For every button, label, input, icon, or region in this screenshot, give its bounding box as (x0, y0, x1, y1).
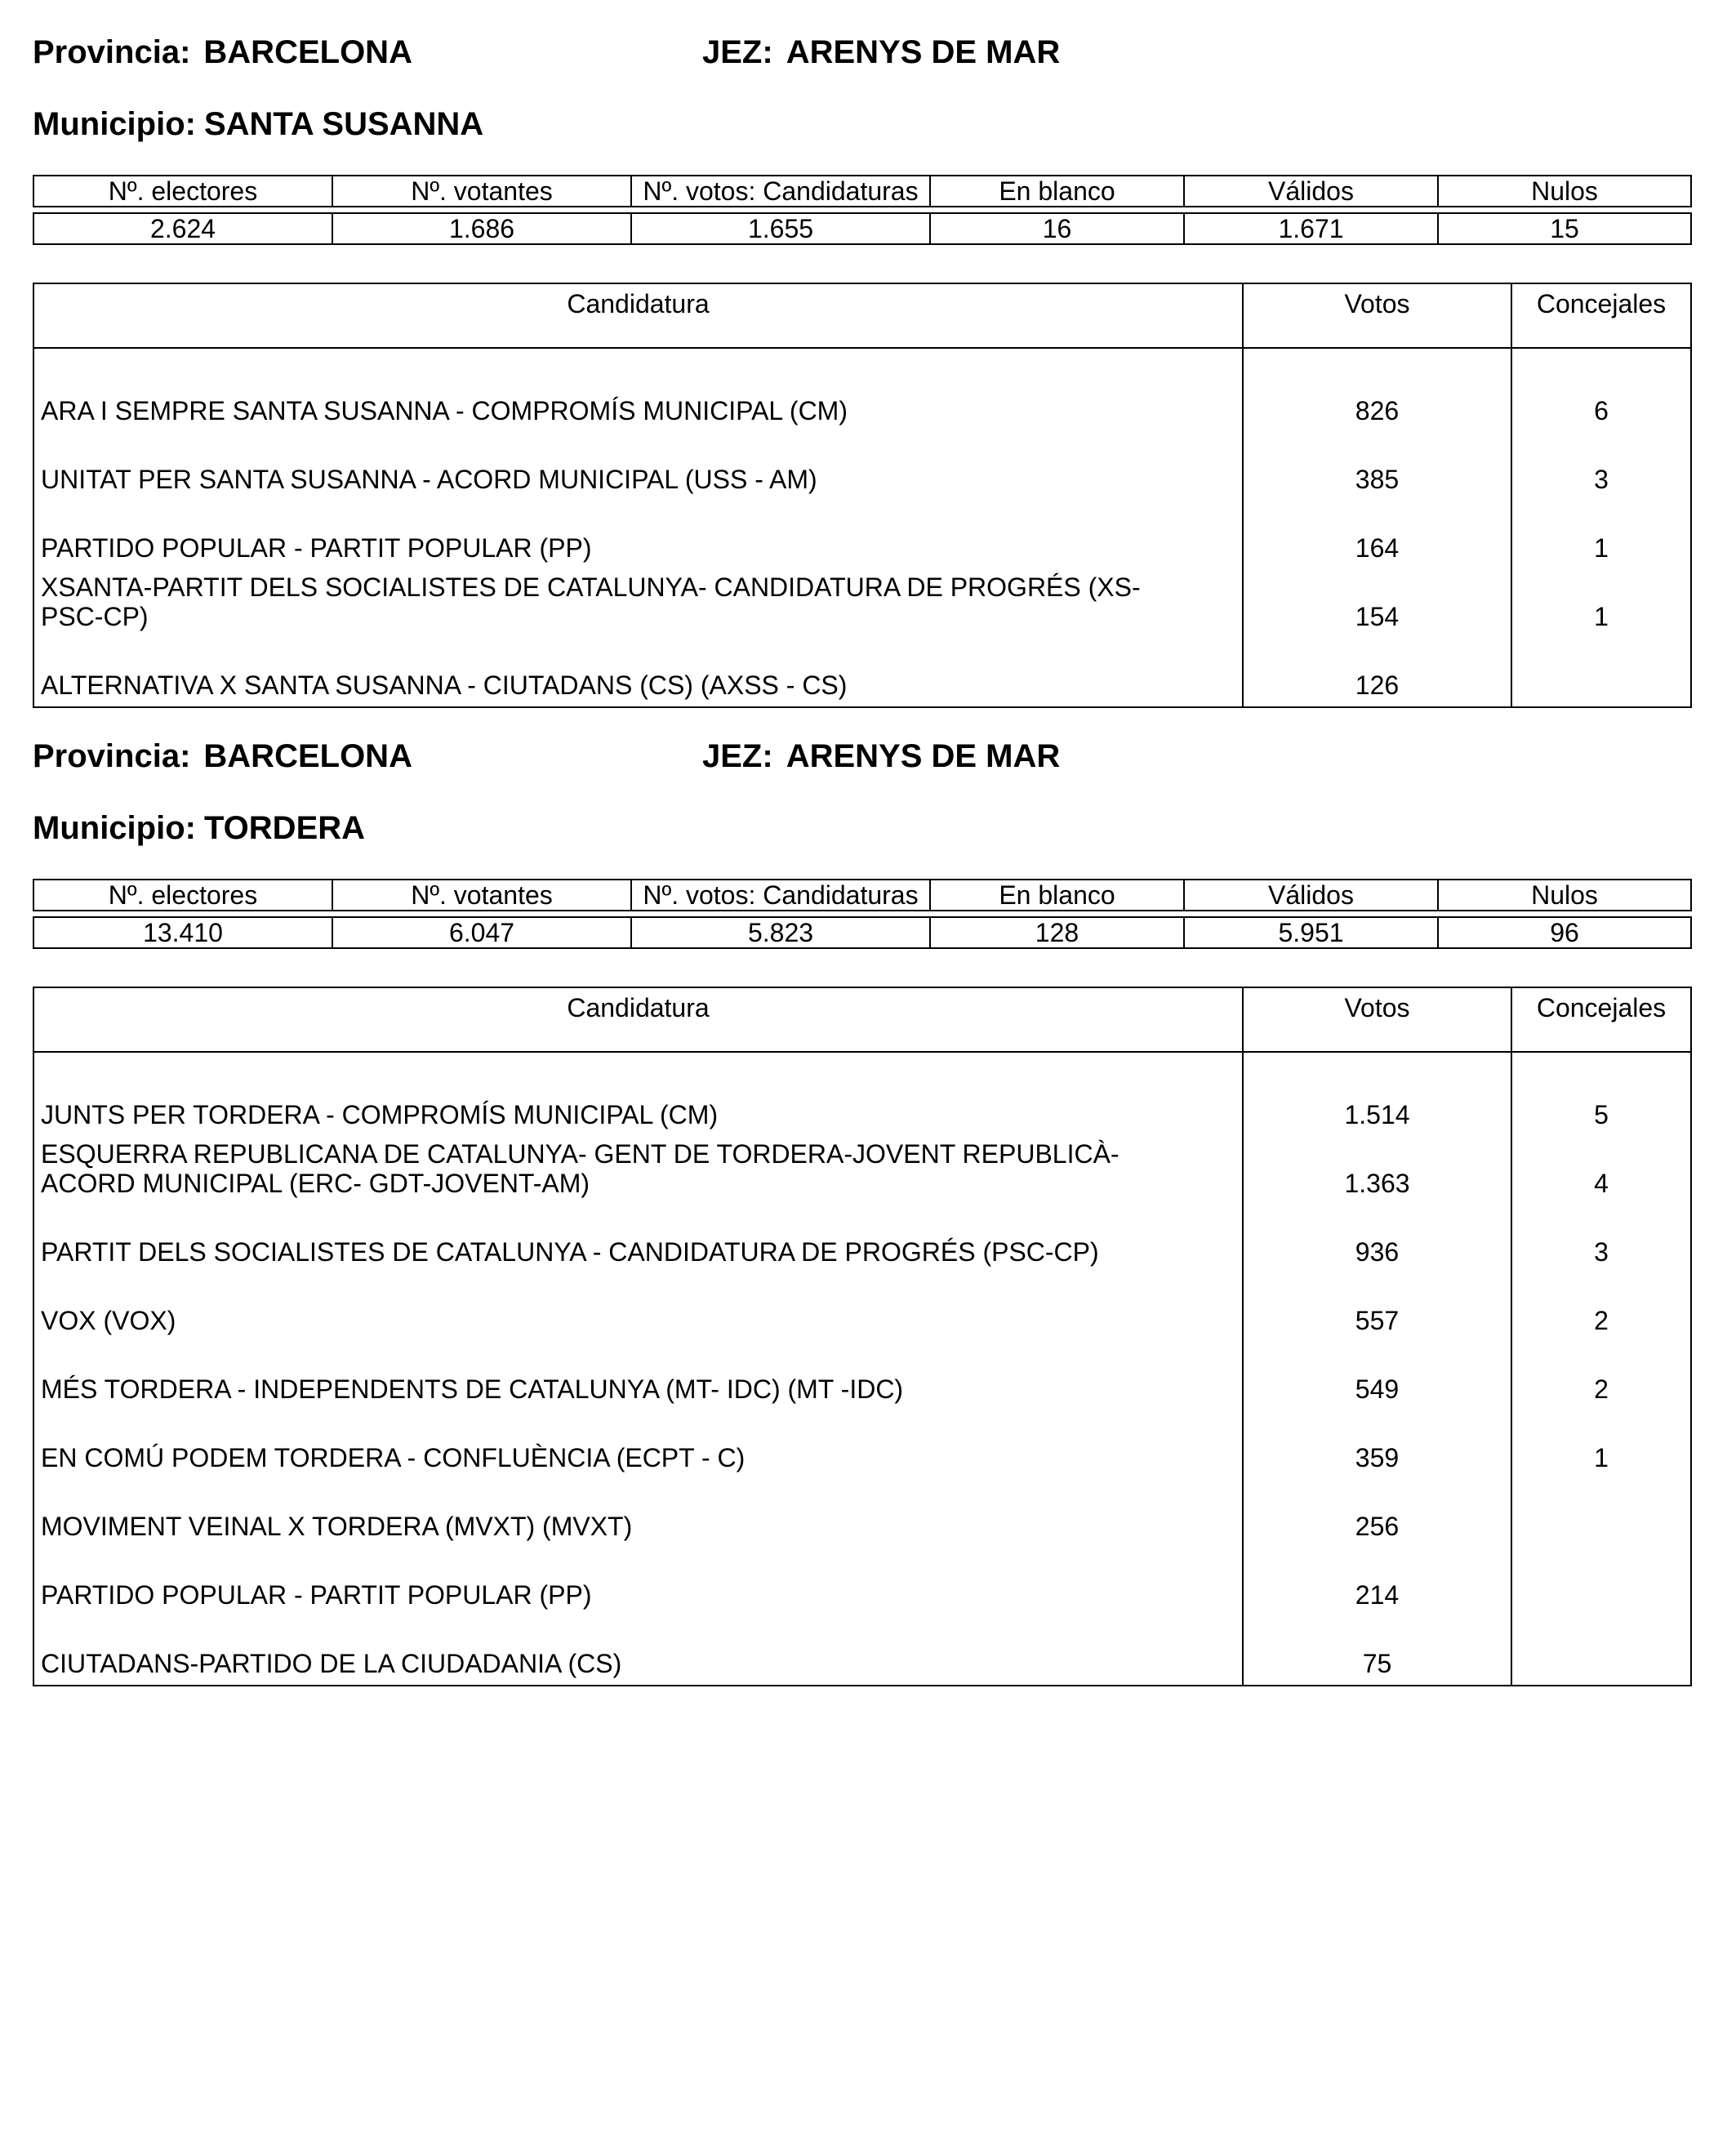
candidatura-name: ARA I SEMPRE SANTA SUSANNA - COMPROMÍS MUNICIPAL (CM) (33, 363, 1243, 432)
candidaturas-table (33, 987, 1692, 1686)
summary-value: 13.410 (33, 917, 332, 948)
provincia-value: BARCELONA (203, 738, 412, 774)
candidatura-votos: 557 (1243, 1273, 1511, 1342)
candidatura-concejales (1511, 1479, 1691, 1548)
col-votos-header: Votos (1243, 987, 1511, 1052)
col-concejales-header: Concejales (1511, 987, 1691, 1052)
candidatura-votos: 359 (1243, 1410, 1511, 1479)
summary-header-row (33, 880, 1691, 911)
candidatura-name: CIUTADANS-PARTIDO DE LA CIUDADANIA (CS) (33, 1616, 1243, 1686)
table-row (33, 1273, 1691, 1342)
candidatura-name: ALTERNATIVA X SANTA SUSANNA - CIUTADANS (CS) (AXSS - CS) (33, 638, 1243, 707)
candidatura-concejales: 2 (1594, 1374, 1609, 1404)
summary-header: Nulos (1438, 176, 1691, 207)
summary-header: Nº. votantes (332, 880, 631, 911)
table-row (33, 1342, 1691, 1410)
candidatura-concejales: 3 (1594, 1237, 1609, 1267)
candidatura-votos: 385 (1243, 432, 1511, 501)
summary-value-row (33, 917, 1691, 948)
candidatura-votos: 214 (1243, 1548, 1511, 1616)
table-row (33, 501, 1691, 569)
candidatura-name: JUNTS PER TORDERA - COMPROMÍS MUNICIPAL (CM) (33, 1067, 1243, 1136)
jez-value: ARENYS DE MAR (786, 738, 1061, 774)
candidatura-concejales: 5 (1594, 1100, 1609, 1129)
candidaturas-header-row (33, 283, 1691, 348)
table-row (33, 1479, 1691, 1548)
candidatura-name: MÉS TORDERA - INDEPENDENTS DE CATALUNYA (MT- IDC) (MT -IDC) (33, 1342, 1243, 1410)
candidaturas-table (33, 283, 1692, 708)
summary-header: Válidos (1184, 176, 1438, 207)
candidatura-votos: 75 (1243, 1616, 1511, 1686)
summary-header: Nº. votos: Candidaturas (631, 880, 930, 911)
provincia-label: Provincia: (33, 34, 191, 70)
candidaturas-header-row (33, 987, 1691, 1052)
candidatura-name: UNITAT PER SANTA SUSANNA - ACORD MUNICIPAL (USS - AM) (33, 432, 1243, 501)
col-concejales-header: Concejales (1511, 283, 1691, 348)
candidatura-name: PARTIDO POPULAR - PARTIT POPULAR (PP) (33, 1548, 1243, 1616)
table-row (33, 1136, 1691, 1205)
candidatura-name: PARTIDO POPULAR - PARTIT POPULAR (PP) (33, 501, 1243, 569)
summary-header: Nº. votantes (332, 176, 631, 207)
candidatura-concejales: 1 (1594, 602, 1609, 631)
summary-value: 1.671 (1184, 213, 1438, 244)
candidatura-votos: 826 (1243, 363, 1511, 432)
summary-value: 96 (1438, 917, 1691, 948)
candidatura-concejales: 1 (1594, 1443, 1609, 1472)
summary-value: 1.686 (332, 213, 631, 244)
table-row (33, 569, 1691, 638)
summary-header: Válidos (1184, 880, 1438, 911)
provincia-value: BARCELONA (203, 34, 412, 70)
summary-header: Nº. votos: Candidaturas (631, 176, 930, 207)
municipio-heading (33, 808, 365, 848)
candidatura-concejales (1511, 638, 1691, 707)
candidatura-votos: 164 (1243, 501, 1511, 569)
jez-label: JEZ: (702, 738, 773, 774)
municipio-label: Municipio: (33, 106, 196, 142)
summary-value: 128 (930, 917, 1184, 948)
candidatura-concejales (1511, 1616, 1691, 1686)
jez-heading (702, 33, 1060, 72)
candidatura-votos: 256 (1243, 1479, 1511, 1548)
summary-header: Nulos (1438, 880, 1691, 911)
summary-header: Nº. electores (33, 176, 332, 207)
table-row (33, 1548, 1691, 1616)
summary-header: Nº. electores (33, 880, 332, 911)
candidatura-name: PARTIT DELS SOCIALISTES DE CATALUNYA - CANDIDATURA DE PROGRÉS (PSC-CP) (33, 1205, 1243, 1273)
summary-value: 16 (930, 213, 1184, 244)
candidatura-votos: 1.514 (1243, 1067, 1511, 1136)
candidatura-votos: 126 (1243, 638, 1511, 707)
summary-value: 1.655 (631, 213, 930, 244)
table-row (33, 1205, 1691, 1273)
table-row (33, 1616, 1691, 1686)
summary-value-row (33, 213, 1691, 244)
candidatura-votos: 936 (1243, 1205, 1511, 1273)
table-row (33, 1410, 1691, 1479)
provincia-heading (33, 33, 412, 72)
col-votos-header: Votos (1243, 283, 1511, 348)
candidatura-votos: 549 (1243, 1342, 1511, 1410)
jez-value: ARENYS DE MAR (786, 34, 1061, 70)
candidatura-name: ESQUERRA REPUBLICANA DE CATALUNYA- GENT DE TORDERA-JOVENT REPUBLICÀ-ACORD MUNICIPAL (ERC- GDT-JOVENT-AM) (33, 1136, 1243, 1205)
candidatura-concejales: 1 (1594, 533, 1609, 563)
candidatura-name: EN COMÚ PODEM TORDERA - CONFLUÈNCIA (ECPT - C) (33, 1410, 1243, 1479)
jez-heading (702, 737, 1060, 776)
summary-table (33, 175, 1692, 245)
candidatura-concejales (1511, 1548, 1691, 1616)
provincia-heading (33, 737, 412, 776)
candidatura-name: XSANTA-PARTIT DELS SOCIALISTES DE CATALUNYA- CANDIDATURA DE PROGRÉS (XS-PSC-CP) (33, 569, 1243, 638)
summary-value: 5.823 (631, 917, 930, 948)
col-candidatura-header: Candidatura (33, 987, 1243, 1052)
municipio-value: SANTA SUSANNA (203, 106, 484, 142)
table-row (33, 432, 1691, 501)
candidatura-votos: 154 (1243, 569, 1511, 638)
table-row (33, 638, 1691, 707)
municipio-label: Municipio: (33, 810, 196, 846)
municipio-heading (33, 105, 483, 144)
provincia-label: Provincia: (33, 738, 191, 774)
summary-header: En blanco (930, 176, 1184, 207)
jez-label: JEZ: (702, 34, 773, 70)
municipio-value: TORDERA (203, 810, 366, 846)
candidatura-name: MOVIMENT VEINAL X TORDERA (MVXT) (MVXT) (33, 1479, 1243, 1548)
summary-table (33, 879, 1692, 949)
table-row (33, 363, 1691, 432)
summary-value: 15 (1438, 213, 1691, 244)
candidatura-concejales: 3 (1594, 465, 1609, 494)
candidatura-concejales: 4 (1594, 1169, 1609, 1198)
summary-value: 2.624 (33, 213, 332, 244)
table-row (33, 1067, 1691, 1136)
candidatura-concejales: 6 (1594, 396, 1609, 425)
col-candidatura-header: Candidatura (33, 283, 1243, 348)
summary-header: En blanco (930, 880, 1184, 911)
summary-header-row (33, 176, 1691, 207)
candidatura-votos: 1.363 (1243, 1136, 1511, 1205)
summary-value: 6.047 (332, 917, 631, 948)
summary-value: 5.951 (1184, 917, 1438, 948)
candidatura-concejales: 2 (1594, 1306, 1609, 1335)
candidatura-name: VOX (VOX) (33, 1273, 1243, 1342)
